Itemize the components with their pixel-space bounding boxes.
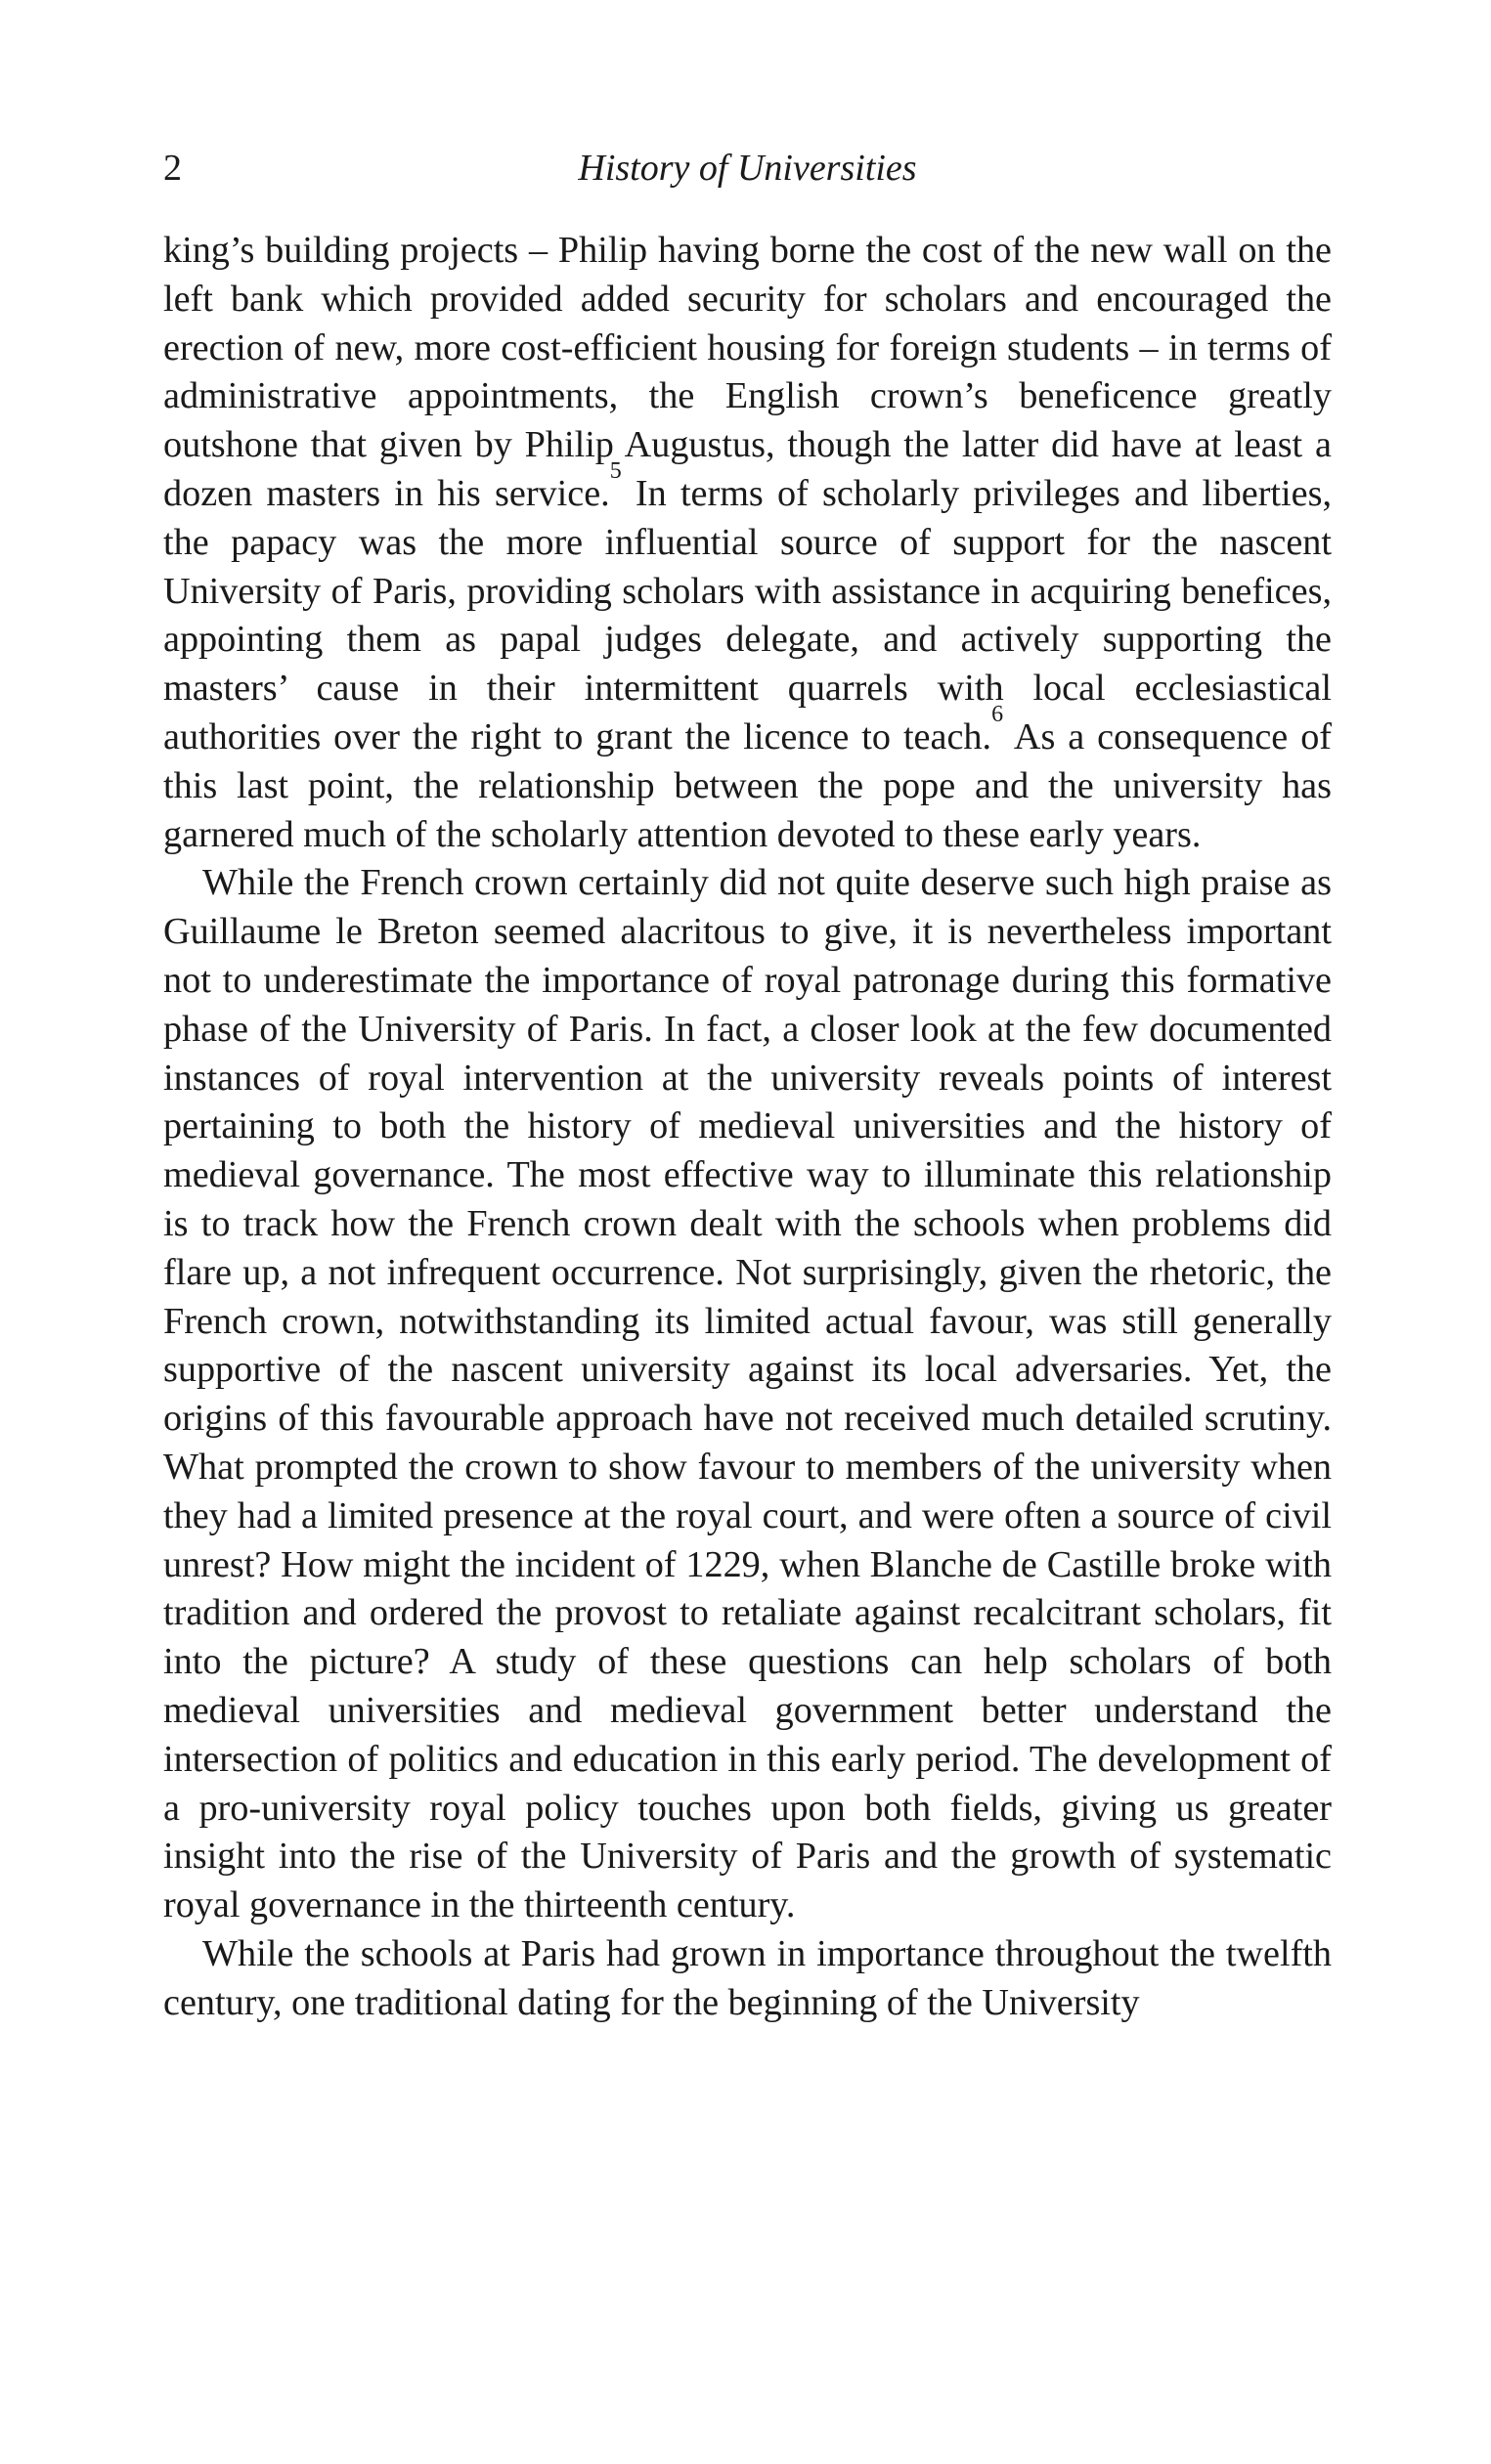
body-text [163, 227, 1332, 2027]
paragraph-3: While the schools at Paris had grown in importance throughout the twelfth century, one traditional dating for the beginning of the University [163, 1932, 1332, 2023]
book-page [163, 139, 1332, 2027]
page-number: 2 [163, 148, 182, 189]
running-head [163, 139, 1332, 197]
footnote-marker-5: 5 [609, 458, 622, 485]
running-title: History of Universities [578, 148, 917, 189]
paragraph-1-part-3: As a consequence of this last point, the relationship between the pope and the university has garnered much of the scholarly attention devoted to these early years. [163, 715, 1333, 855]
paragraph-1 [163, 227, 1332, 859]
paragraph-1-part-1: king’s building projects – Philip having borne the cost of the new wall on the left bank which provided added security for scholars and encouraged the erection of new, more cost-efficient housing for foreign students – in terms of administrative appointments, the English crown’s beneficence greatly outshone that given by Philip Augustus, though the latter did have at least a dozen masters in his service. [163, 230, 1332, 514]
paragraph-1-part-2: In terms of scholarly privileges and liberties, the papacy was the more influential source of support for the nascent University of Paris, providing scholars with assistance in acquiring benefices, appointing them as papal judges delegate, and actively supporting the masters’ cause in their intermittent quarrels with local ecclesiastical authorities over the right to grant the licence to teach. [163, 472, 1332, 757]
paragraph-2: While the French crown certainly did not quite deserve such high praise as Guillaume le Breton seemed alacritous to give, it is nevertheless important not to underestimate the importance of royal patronage during this formative phase of the University of Paris. In fact, a closer look at the few documented instances of royal intervention at the university reveals points of interest pertaining to both the history of medieval universities and the history of medieval governance. The most effective way to illuminate this relationship is to track how the French crown dealt with the schools when problems did flare up, a not infrequent occurrence. Not surprisingly, given the rhetoric, the French crown, notwithstanding its limited actual favour, was still generally supportive of the nascent university against its local adversaries. Yet, the origins of this favourable approach have not received much detailed scrutiny. What prompted the crown to show favour to members of the university when they had a limited presence at the royal court, and were often a source of civil unrest? How might the incident of 1229, when Blanche de Castille broke with tradition and ordered the provost to retaliate against recalcitrant scholars, fit into the picture? A study of these questions can help scholars of both medieval universities and medieval government better understand the intersection of politics and education in this early period. The development of a pro-university royal policy touches upon both fields, giving us greater insight into the rise of the University of Paris and the growth of systematic royal governance in the thirteenth century. [163, 862, 1332, 1926]
footnote-marker-6: 6 [991, 702, 1004, 728]
